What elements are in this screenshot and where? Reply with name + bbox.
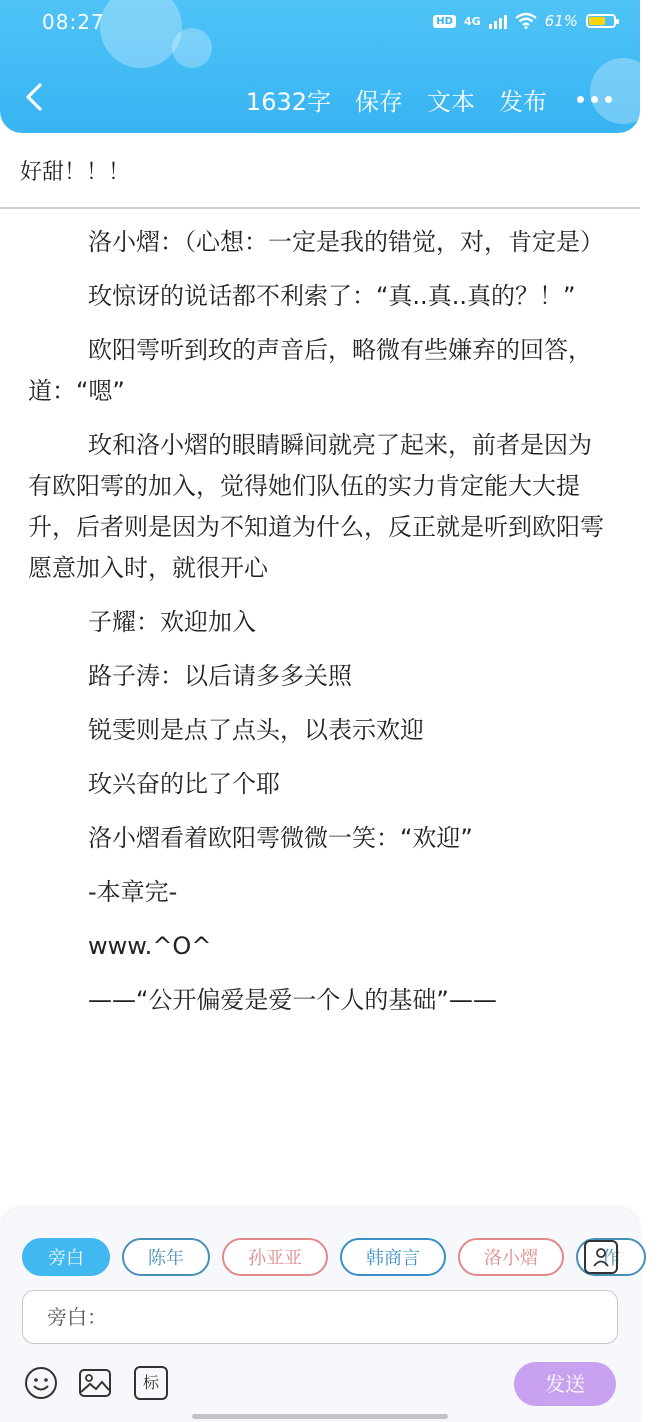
signal-icon bbox=[489, 13, 507, 29]
hd-icon: HD bbox=[433, 15, 456, 28]
editor-toolbar bbox=[246, 82, 612, 117]
role-chip[interactable]: 旁白 bbox=[22, 1238, 110, 1276]
more-icon[interactable] bbox=[571, 96, 612, 103]
decor-bubble bbox=[100, 0, 182, 68]
contact-card-icon[interactable] bbox=[584, 1240, 618, 1274]
role-chip[interactable]: 陈年 bbox=[122, 1238, 210, 1276]
role-chip[interactable]: 韩商言 bbox=[340, 1238, 446, 1276]
battery-fill bbox=[589, 17, 605, 25]
paragraph: 子耀：欢迎加入 bbox=[88, 608, 256, 636]
back-icon[interactable] bbox=[20, 82, 50, 112]
top-bar bbox=[0, 0, 640, 133]
message-input[interactable]: 旁白： bbox=[22, 1290, 618, 1344]
battery-icon bbox=[586, 14, 616, 28]
paragraph: ——“公开偏爱是爱一个人的基础”—— bbox=[88, 986, 497, 1014]
role-chip[interactable]: 洛小熠 bbox=[458, 1238, 564, 1276]
battery-percent: 61% bbox=[544, 12, 578, 30]
paragraph: 玫兴奋的比了个耶 bbox=[88, 770, 280, 798]
chapter-content[interactable] bbox=[28, 222, 604, 1034]
paragraph: 洛小熠看着欧阳雩微微一笑：“欢迎” bbox=[88, 824, 473, 852]
status-indicators bbox=[433, 12, 616, 30]
paragraph: 洛小熠：（心想：一定是我的错觉，对，肯定是） bbox=[88, 228, 604, 256]
paragraph: www.^O^ bbox=[88, 932, 212, 960]
paragraph: -本章完- bbox=[88, 878, 178, 906]
paragraph: 玫惊讶的说话都不利索了：“真..真..真的？！” bbox=[88, 282, 576, 310]
decor-bubble bbox=[172, 28, 212, 68]
image-icon[interactable] bbox=[78, 1366, 112, 1400]
emoji-icon[interactable] bbox=[24, 1366, 58, 1400]
publish-button[interactable]: 发布 bbox=[499, 88, 547, 116]
home-indicator[interactable] bbox=[192, 1414, 448, 1419]
role-chip[interactable]: 作 bbox=[576, 1238, 646, 1276]
mark-label: 标 bbox=[142, 1373, 159, 1392]
network-label: 4G bbox=[463, 14, 481, 28]
chapter-title[interactable]: 好甜！！！ bbox=[20, 160, 131, 185]
paragraph: 锐雯则是点了点头，以表示欢迎 bbox=[88, 716, 424, 744]
save-button[interactable]: 保存 bbox=[355, 88, 403, 116]
send-button[interactable]: 发送 bbox=[514, 1362, 616, 1406]
text-button[interactable]: 文本 bbox=[427, 88, 475, 116]
paragraph: 欧阳雩听到玫的声音后，略微有些嫌弃的回答，道：“嗯” bbox=[28, 336, 592, 405]
wifi-icon bbox=[515, 13, 537, 29]
paragraph: 玫和洛小熠的眼睛瞬间就亮了起来，前者是因为有欧阳雩的加入，觉得她们队伍的实力肯定能大大提升，后者则是因为不知道为什么，反正就是听到欧阳雩愿意加入时，就很开心 bbox=[28, 431, 604, 582]
mark-icon[interactable] bbox=[134, 1366, 168, 1400]
role-chip[interactable]: 孙亚亚 bbox=[222, 1238, 328, 1276]
word-count: 1632字 bbox=[245, 88, 331, 116]
status-time: 08:27 bbox=[42, 10, 105, 34]
paragraph: 路子涛：以后请多多关照 bbox=[88, 662, 352, 690]
title-divider bbox=[0, 207, 640, 209]
compose-panel bbox=[0, 1208, 640, 1422]
role-chips bbox=[22, 1238, 620, 1280]
